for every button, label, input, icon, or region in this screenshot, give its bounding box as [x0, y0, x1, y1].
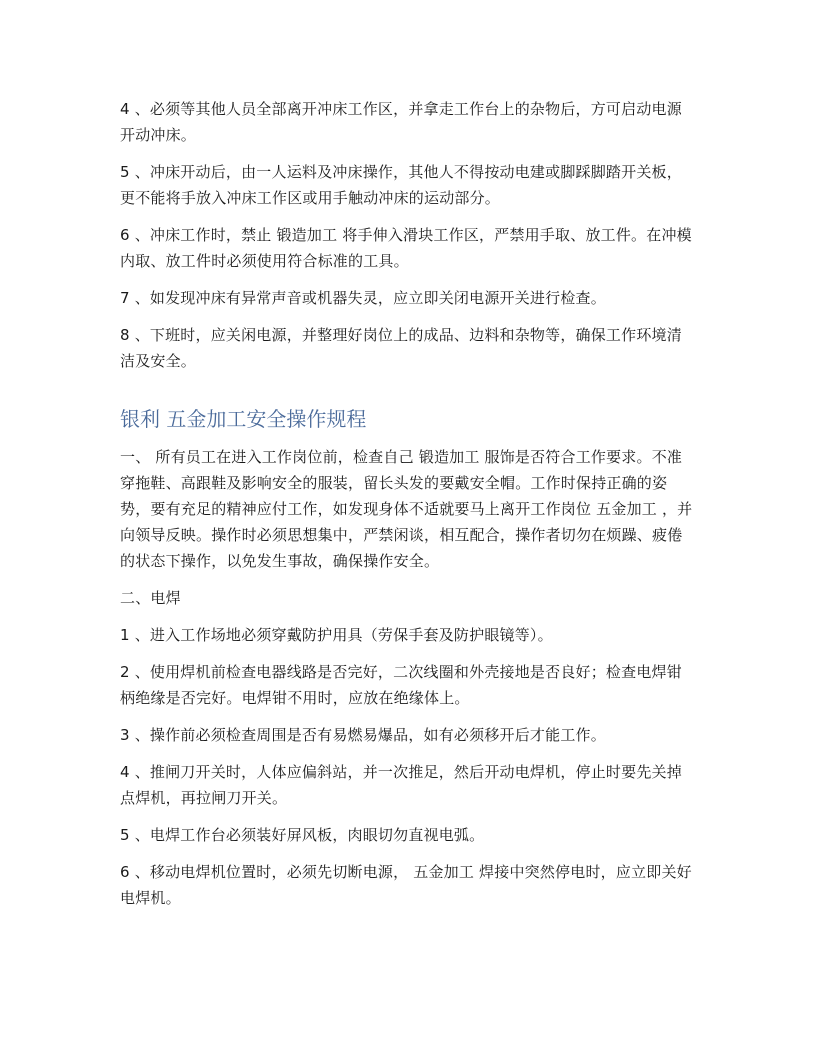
- welding-rule-4: 4 、推闸刀开关时，人体应偏斜站，并一次推足，然后开动电焊机，停止时要先关掉点焊机，再拉闸刀开关。: [120, 763, 682, 807]
- welding-rule-5: 5 、电焊工作台必须装好屏风板，肉眼切勿直视电弧。: [120, 826, 485, 844]
- welding-subheading: 二、电焊: [120, 589, 181, 607]
- document-page: [120, 96, 696, 922]
- section-heading: 银利 五金加工安全操作规程: [120, 407, 367, 431]
- press-rule-8: 8 、下班时，应关闲电源，并整理好岗位上的成品、边料和杂物等，确保工作环境清洁及安全。: [120, 326, 682, 370]
- press-rule-7: 7 、如发现冲床有异常声音或机器失灵，应立即关闭电源开关进行检查。: [120, 289, 606, 307]
- press-rule-6: 6 、冲床工作时，禁止 锻造加工 将手伸入滑块工作区，严禁用手取、放工件。在冲模内取、放工件时必须使用符合标准的工具。: [120, 226, 692, 270]
- welding-rule-3: 3 、操作前必须检查周围是否有易燃易爆品，如有必须移开后才能工作。: [120, 726, 606, 744]
- welding-rule-6: 6 、移动电焊机位置时，必须先切断电源， 五金加工 焊接中突然停电时，应立即关好电焊机。: [120, 863, 692, 907]
- welding-rule-2: 2 、使用焊机前检查电器线路是否完好，二次线圈和外壳接地是否良好；检查电焊钳柄绝缘是否完好。电焊钳不用时，应放在绝缘体上。: [120, 663, 682, 707]
- press-rule-4: 4 、必须等其他人员全部离开冲床工作区，并拿走工作台上的杂物后，方可启动电源开动冲床。: [120, 100, 682, 144]
- general-rules-paragraph: 一、 所有员工在进入工作岗位前，检查自己 锻造加工 服饰是否符合工作要求。不准穿拖鞋、高跟鞋及影响安全的服装，留长头发的要戴安全帽。工作时保持正确的姿势，要有充足的精神应付工作，如发现身体不适就要马上离开工作岗位 五金加工 ，并向领导反映。操作时必须思想集中，严禁闲谈，相互配合，操作者切勿在烦躁、疲倦的状态下操作，以免发生事故，确保操作安全。: [120, 448, 693, 570]
- press-rule-5: 5 、冲床开动后，由一人运料及冲床操作，其他人不得按动电建或脚踩脚踏开关板，更不能将手放入冲床工作区或用手触动冲床的运动部分。: [120, 163, 682, 207]
- welding-rule-1: 1 、进入工作场地必须穿戴防护用具（劳保手套及防护眼镜等）。: [120, 626, 553, 644]
